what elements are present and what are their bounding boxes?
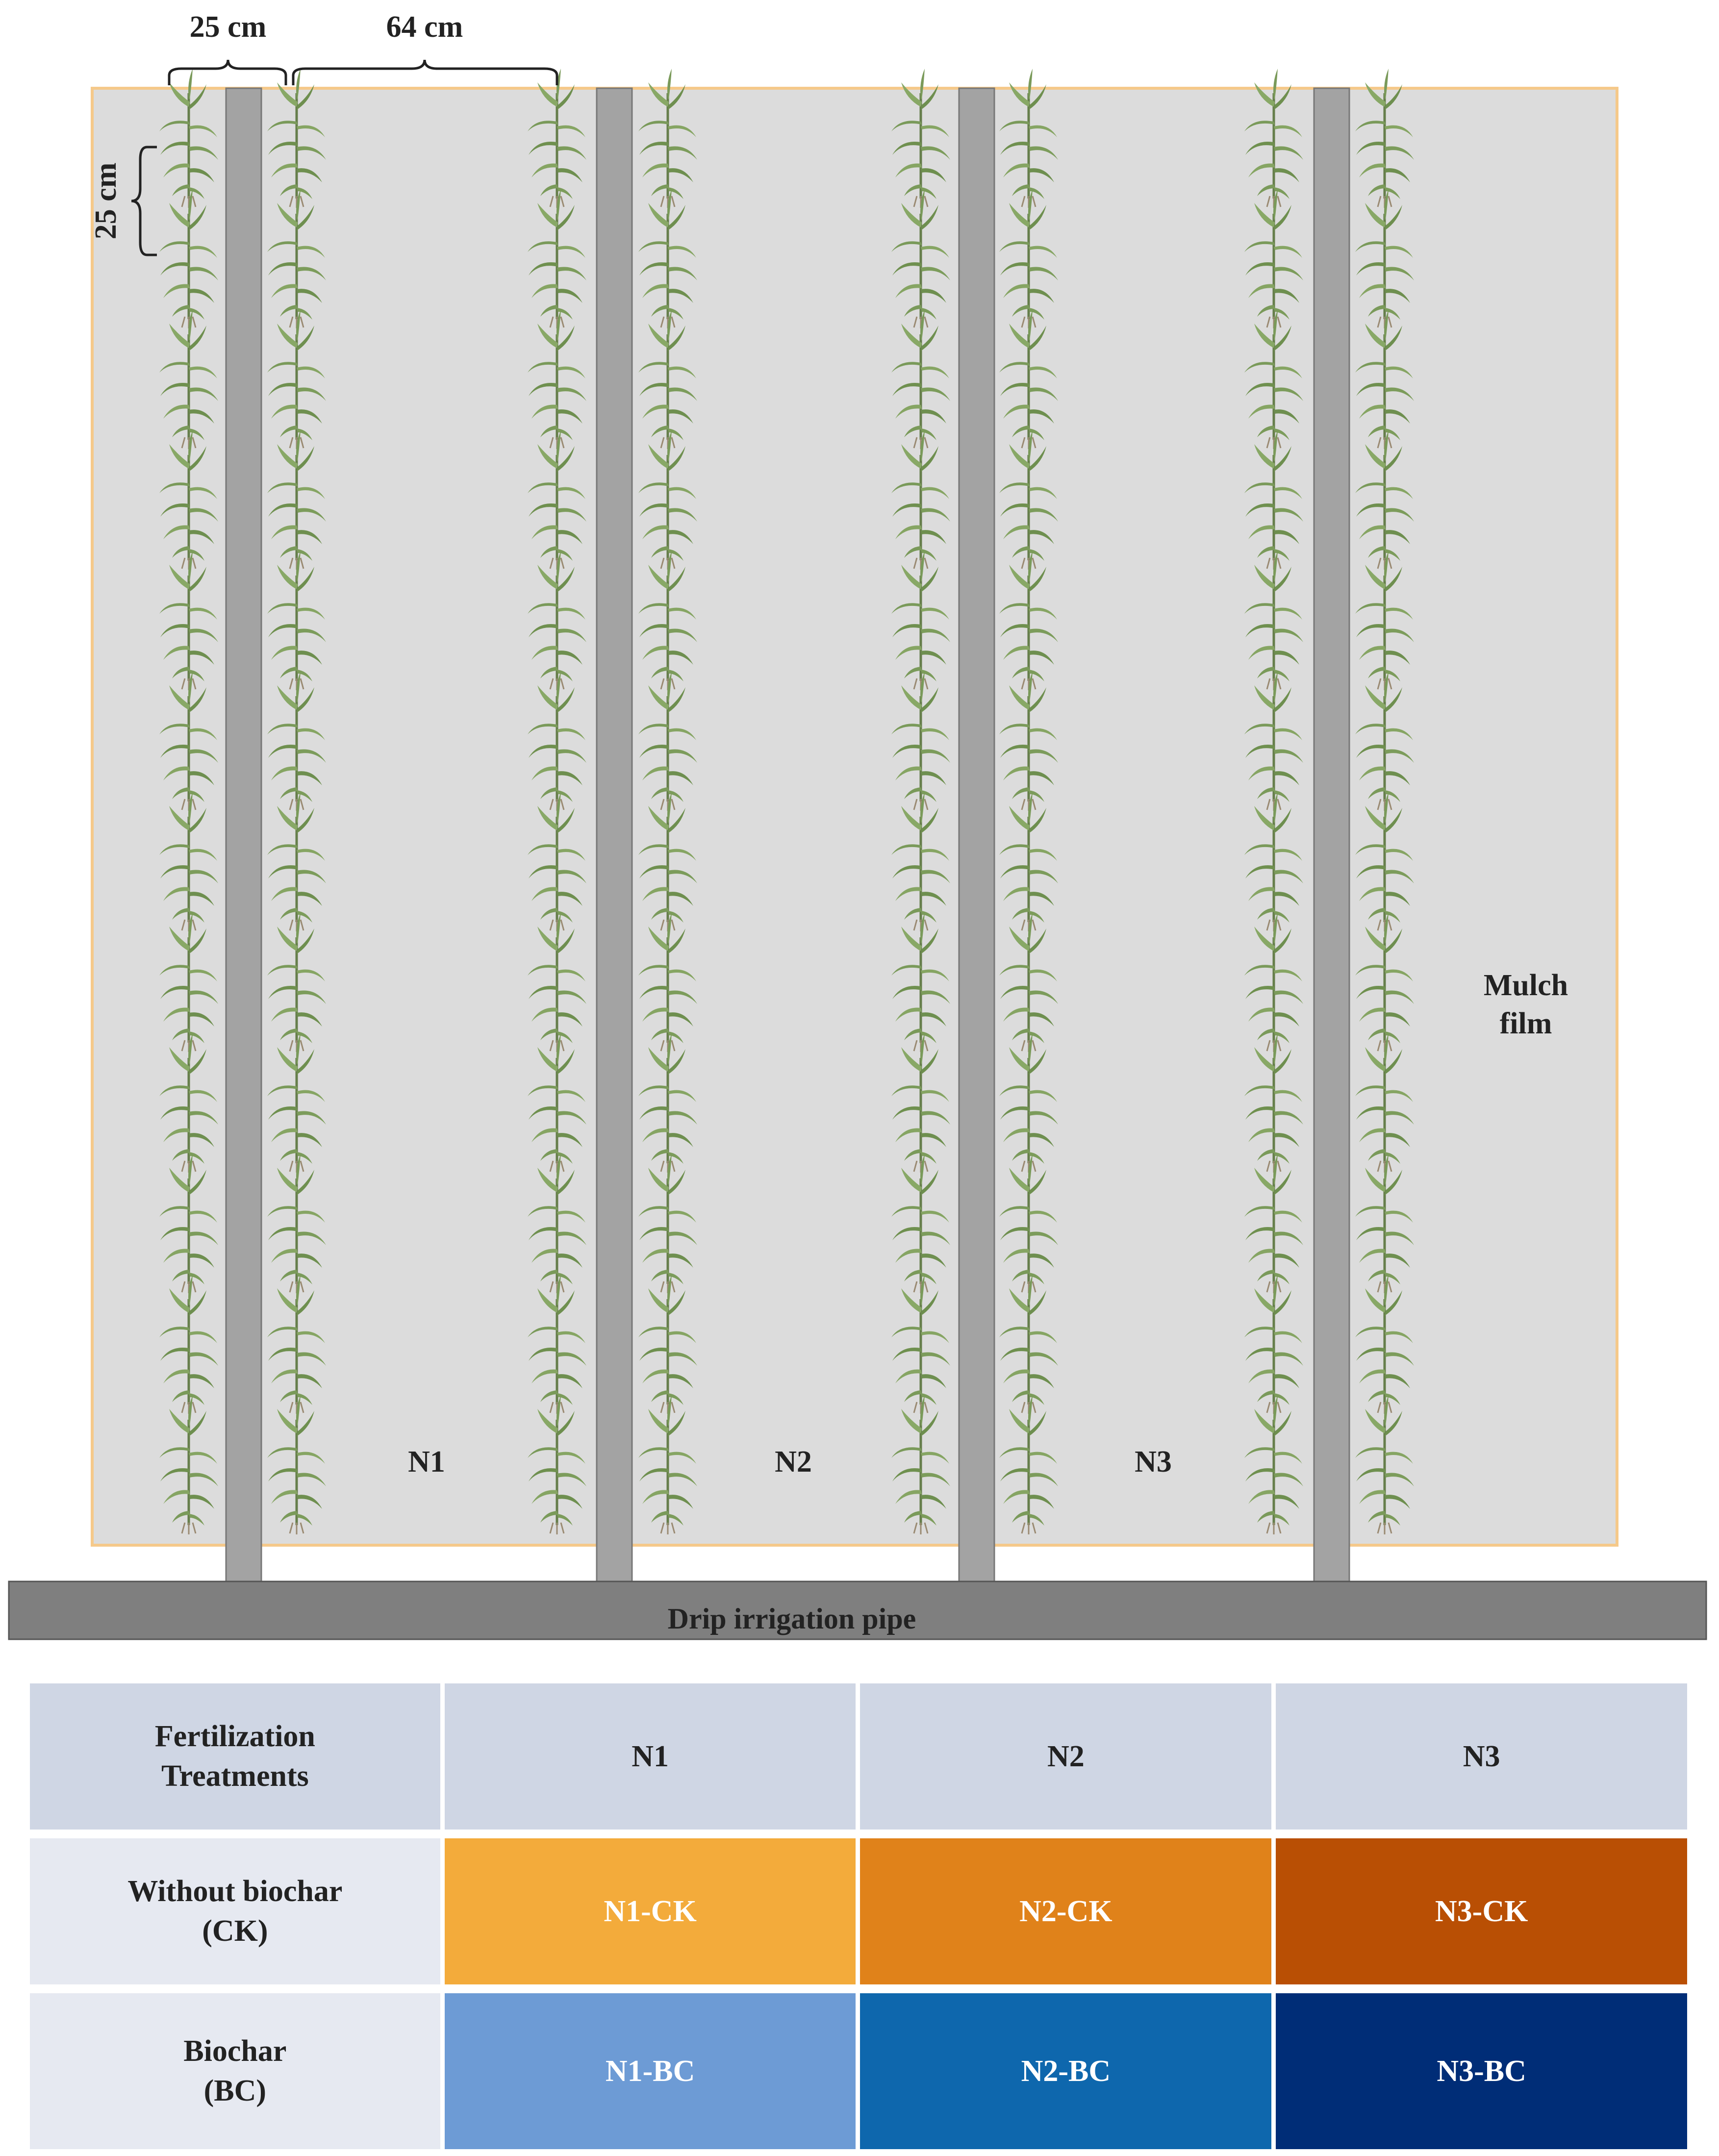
cell-n1-bc: N1-BC: [445, 1993, 856, 2149]
mulch-label-line2: film: [1499, 1007, 1552, 1040]
row-bc-line2: (BC): [203, 2074, 267, 2107]
drip-lateral-3: [959, 88, 994, 1583]
mulch-film: [92, 88, 1617, 1545]
plot-label-n3: N3: [1135, 1445, 1172, 1479]
cell-n2-ck: N2-CK: [860, 1838, 1271, 1993]
table-row-biochar: [30, 1993, 1687, 2149]
plot-label-n2: N2: [775, 1445, 812, 1479]
pipe-label: Drip irrigation pipe: [667, 1603, 916, 1635]
mulch-label-line1: Mulch: [1483, 969, 1568, 1002]
row-header-bc: [30, 1993, 440, 2149]
cell-n3-ck: N3-CK: [1276, 1838, 1687, 1993]
column-header-n3: N3: [1276, 1683, 1687, 1838]
row-ck-line2: (CK): [202, 1914, 268, 1948]
table-header-row: [30, 1683, 1687, 1838]
plant-spacing-label: 25 cm: [89, 162, 123, 240]
brace-row-gap: [293, 60, 557, 85]
table-corner-cell: [30, 1683, 440, 1838]
row-bc-line1: Biochar: [183, 2034, 287, 2068]
row-ck-line1: Without biochar: [127, 1875, 343, 1908]
cell-n1-ck: N1-CK: [445, 1838, 856, 1993]
drip-lateral-2: [597, 88, 632, 1583]
corner-line1: Fertilization: [154, 1720, 315, 1754]
treatment-table: [25, 1683, 1692, 2149]
cell-n2-bc: N2-BC: [860, 1993, 1271, 2149]
plant-width-label: 25 cm: [189, 10, 267, 44]
row-gap-label: 64 cm: [386, 10, 463, 44]
column-header-n2: N2: [860, 1683, 1271, 1838]
table-row-without-biochar: [30, 1838, 1687, 1993]
drip-lateral-1: [226, 88, 261, 1583]
cell-n3-bc: N3-BC: [1276, 1993, 1687, 2149]
corner-line2: Treatments: [161, 1759, 309, 1793]
row-header-ck: [30, 1838, 440, 1993]
drip-lateral-4: [1314, 88, 1349, 1583]
brace-plant-width: [169, 60, 286, 85]
plot-label-n1: N1: [408, 1445, 445, 1479]
column-header-n1: N1: [445, 1683, 856, 1838]
